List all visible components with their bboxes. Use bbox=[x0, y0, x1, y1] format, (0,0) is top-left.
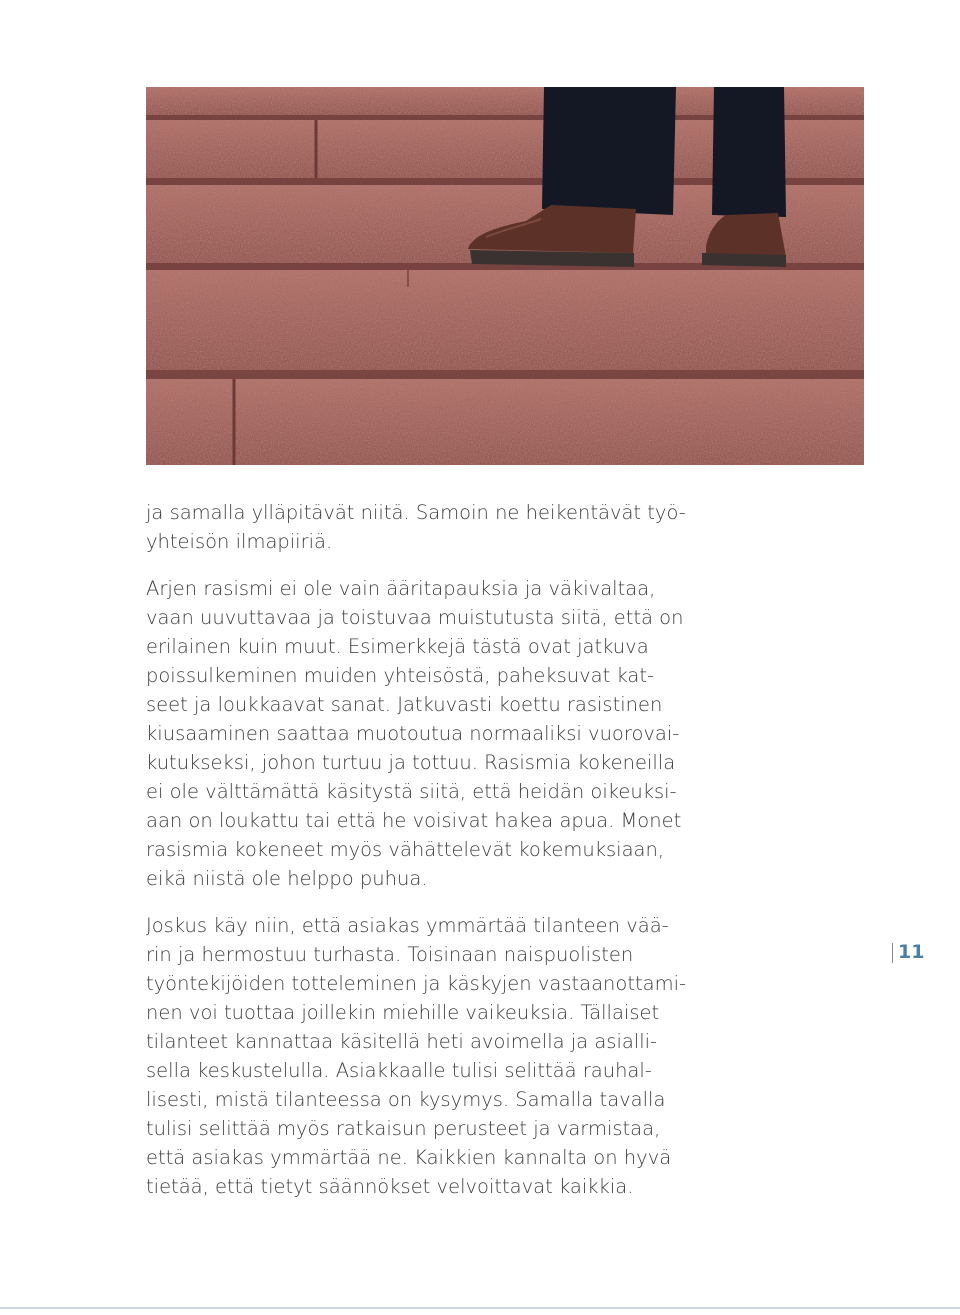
text-line: työntekijöiden totteleminen ja käskyjen vastaanottami- bbox=[146, 972, 687, 995]
paragraph bbox=[146, 498, 710, 556]
text-line: nen voi tuottaa joillekin miehille vaikeuksia. Tällaiset bbox=[146, 1001, 660, 1024]
paragraph bbox=[146, 911, 710, 1201]
text-line: kiusaaminen saattaa muotoutua normaaliksi vuorovai- bbox=[146, 722, 680, 745]
text-line: Arjen rasismi ei ole vain ääritapauksia ja väkivaltaa, bbox=[146, 577, 656, 600]
text-line: ei ole välttämättä käsitystä siitä, että heidän oikeuksi- bbox=[146, 780, 677, 803]
text-line: Joskus käy niin, että asiakas ymmärtää tilanteen vää- bbox=[146, 914, 669, 937]
stairs-photo bbox=[146, 87, 864, 465]
text-line: ja samalla ylläpitävät niitä. Samoin ne heikentävät työ- bbox=[146, 501, 686, 524]
text-line: että asiakas ymmärtää ne. Kaikkien kannalta on hyvä bbox=[146, 1146, 672, 1169]
text-line: poissulkeminen muiden yhteisöstä, paheksuvat kat- bbox=[146, 664, 655, 687]
text-line: rasismia kokeneet myös vähättelevät kokemuksiaan, bbox=[146, 838, 665, 861]
page-number: 11 bbox=[898, 941, 925, 963]
text-line: tulisi selittää myös ratkaisun perusteet ja varmistaa, bbox=[146, 1117, 661, 1140]
text-line: tilanteet kannattaa käsitellä heti avoimella ja asialli- bbox=[146, 1030, 658, 1053]
text-line: vaan uuvuttavaa ja toistuvaa muistutusta siitä, että on bbox=[146, 606, 684, 629]
text-line: sella keskustelulla. Asiakkaalle tulisi selittää rauhal- bbox=[146, 1059, 652, 1082]
text-line: aan on loukattu tai että he voisivat hakea apua. Monet bbox=[146, 809, 682, 832]
paragraph bbox=[146, 574, 710, 893]
footer-divider bbox=[0, 1307, 960, 1309]
text-line: yhteisön ilmapiiriä. bbox=[146, 530, 333, 553]
text-line: tietää, että tietyt säännökset velvoittavat kaikkia. bbox=[146, 1175, 634, 1198]
text-line: kutukseksi, johon turtuu ja tottuu. Rasismia kokeneilla bbox=[146, 751, 676, 774]
body-text bbox=[146, 498, 710, 1201]
text-line: rin ja hermostuu turhasta. Toisinaan naispuolisten bbox=[146, 943, 634, 966]
text-line: seet ja loukkaavat sanat. Jatkuvasti koettu rasistinen bbox=[146, 693, 663, 716]
text-line: lisesti, mistä tilanteessa on kysymys. Samalla tavalla bbox=[146, 1088, 666, 1111]
text-line: erilainen kuin muut. Esimerkkejä tästä ovat jatkuva bbox=[146, 635, 649, 658]
text-line: eikä niistä ole helppo puhua. bbox=[146, 867, 428, 890]
